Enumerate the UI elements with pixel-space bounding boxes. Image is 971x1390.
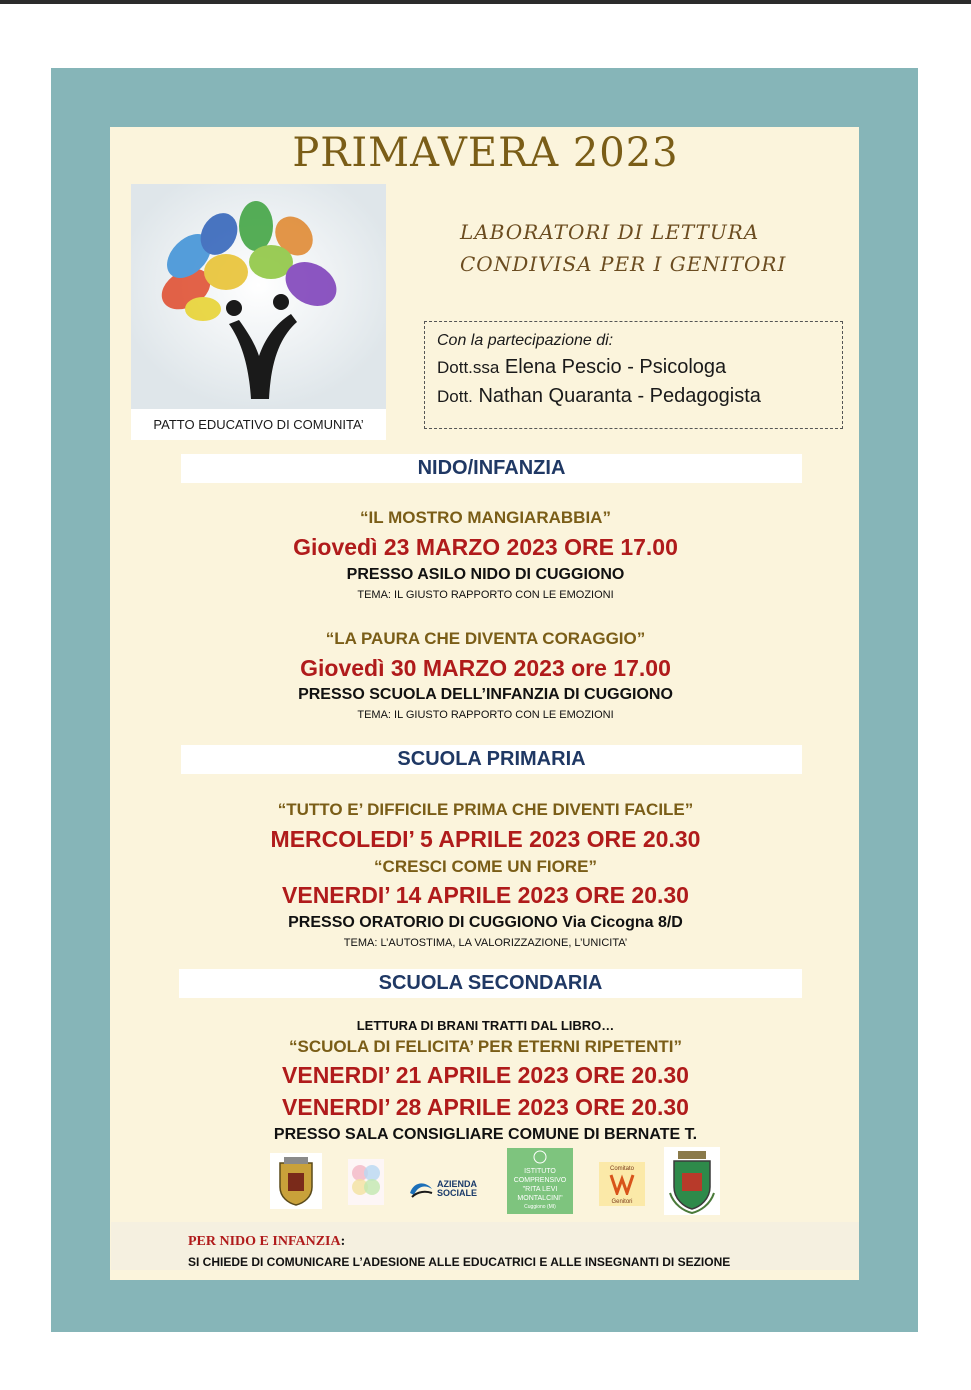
participant-2: [437, 382, 830, 411]
footer-heading: [188, 1234, 345, 1250]
azienda-line-2: SOCIALE: [437, 1188, 478, 1198]
section-heading-primaria: SCUOLA PRIMARIA: [181, 745, 802, 774]
primaria-event-2-title: “CRESCI COME UN FIORE”: [374, 857, 597, 876]
participants-intro: Con la partecipazione di:: [437, 332, 614, 349]
nido-event-1-theme: TEMA: IL GIUSTO RAPPORTO CON LE EMOZIONI: [357, 589, 614, 601]
primaria-theme: TEMA: L’AUTOSTIMA, LA VALORIZZAZIONE, L’UNICITA’: [343, 937, 628, 949]
participant-1: [437, 353, 830, 382]
nido-event-1-title: “IL MOSTRO MANGIARABBIA”: [360, 508, 611, 527]
nido-event-2-place: PRESSO SCUOLA DELL’INFANZIA DI CUGGIONO: [298, 686, 673, 703]
subtitle: [460, 216, 786, 280]
nido-event-2-date: Giovedì 30 MARZO 2023 ore 17.00: [300, 655, 671, 681]
nido-event-1-place: PRESSO ASILO NIDO DI CUGGIONO: [346, 566, 625, 583]
secondaria-place: PRESSO SALA CONSIGLIARE COMUNE DI BERNATE T.: [273, 1126, 698, 1143]
azienda-sociale-icon: [408, 1179, 434, 1199]
secondaria-intro: LETTURA DI BRANI TRATTI DAL LIBRO…: [356, 1018, 615, 1033]
comitato-line-1: Comitato: [609, 1166, 634, 1172]
primaria-event-1-date: MERCOLEDI’ 5 APRILE 2023 ORE 20.30: [270, 826, 701, 852]
subtitle-line-1: LABORATORI DI LETTURA: [460, 220, 760, 244]
secondaria-book-title: “SCUOLA DI FELICITA’ PER ETERNI RIPETENTI”: [289, 1037, 682, 1056]
section-heading-nido: NIDO/INFANZIA: [181, 454, 802, 483]
section-heading-secondaria: SCUOLA SECONDARIA: [179, 969, 802, 998]
primaria-event-2-date: VENERDI’ 14 APRILE 2023 ORE 20.30: [282, 882, 689, 908]
primaria-place: PRESSO ORATORIO DI CUGGIONO Via Cicogna 8/D: [288, 914, 683, 931]
comitato-line-2: Genitori: [611, 1199, 633, 1205]
poster-title: PRIMAVERA 2023: [292, 130, 679, 176]
subtitle-line-2: CONDIVISA PER I GENITORI: [460, 252, 787, 276]
participant-2-name: Nathan Quaranta - Pedagogista: [478, 385, 761, 407]
nido-event-2-title: “LA PAURA CHE DIVENTA CORAGGIO”: [325, 629, 646, 648]
participant-1-prefix: Dott.ssa: [437, 358, 500, 377]
primaria-event-1-title: “TUTTO E’ DIFFICILE PRIMA CHE DIVENTI FACILE”: [277, 800, 694, 819]
istituto-line-1: ISTITUTO: [524, 1168, 556, 1175]
cuggiono-coat-of-arms-icon: [270, 1153, 322, 1209]
patto-logo: [131, 184, 386, 440]
bernate-coat-of-arms-icon: [664, 1147, 720, 1215]
footer-text: SI CHIEDE DI COMUNICARE L’ADESIONE ALLE EDUCATRICI E ALLE INSEGNANTI DI SEZIONE: [188, 1255, 731, 1269]
footer-heading-text: PER NIDO E INFANZIA: [188, 1234, 341, 1249]
istituto-line-3: "RITA LEVI: [522, 1186, 558, 1193]
istituto-emblem-icon: [532, 1150, 548, 1164]
footer-note: [111, 1222, 859, 1270]
secondaria-date-1: VENERDI’ 21 APRILE 2023 ORE 20.30: [282, 1062, 689, 1088]
patto-flower-icon: [348, 1159, 384, 1205]
azienda-sociale-logo: [408, 1177, 483, 1201]
nido-event-2-theme: TEMA: IL GIUSTO RAPPORTO CON LE EMOZIONI: [357, 709, 614, 721]
footer-heading-colon: :: [340, 1234, 346, 1249]
hands-tree-logo: [131, 184, 386, 409]
istituto-line-2: COMPRENSIVO: [513, 1177, 567, 1184]
comitato-genitori-logo: [599, 1162, 645, 1206]
istituto-line-4: MONTALCINI": [517, 1195, 563, 1202]
participants-box: [424, 321, 843, 429]
secondaria-date-2: VENERDI’ 28 APRILE 2023 ORE 20.30: [282, 1094, 689, 1120]
azienda-line-1: AZIENDA: [437, 1179, 477, 1189]
nido-event-1-date: Giovedì 23 MARZO 2023 ORE 17.00: [293, 534, 678, 560]
participant-2-prefix: Dott.: [437, 387, 473, 406]
comitato-hands-icon: [607, 1173, 637, 1195]
istituto-line-5: Cuggiono (MI): [524, 1204, 556, 1210]
logo-caption: PATTO EDUCATIVO DI COMUNITA’: [153, 417, 364, 432]
istituto-comprensivo-logo: [507, 1148, 573, 1214]
participant-1-name: Elena Pescio - Psicologa: [504, 356, 727, 378]
top-bar: [0, 0, 971, 4]
sponsor-logos: [0, 1147, 971, 1217]
